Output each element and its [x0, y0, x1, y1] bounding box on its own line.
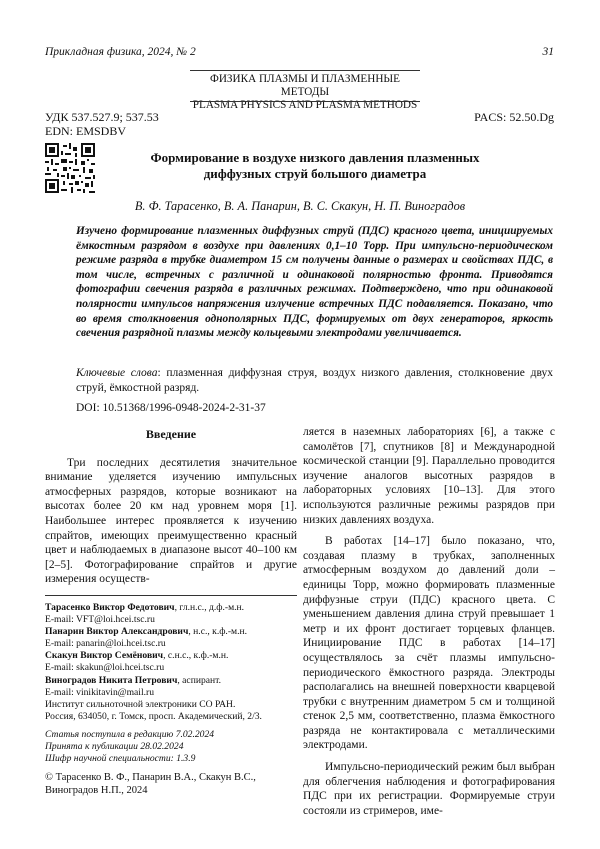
- section-rule-bottom: [190, 101, 420, 102]
- keywords-text: : плазменная диффузная струя, воздух низкого давления, столкновение двух струй, ёмкостной разряд.: [76, 367, 553, 394]
- page-number: 31: [543, 46, 555, 58]
- intro-heading: Введение: [45, 427, 297, 442]
- section-heading: [190, 73, 420, 112]
- section-rule-top: [190, 70, 420, 71]
- right-column: [303, 425, 555, 818]
- qr-code-icon: [45, 143, 95, 193]
- keywords: [76, 366, 553, 395]
- author-email: E-mail: VFT@loi.hcei.tsc.ru: [45, 614, 305, 626]
- author-affiliation: Виноградов Никита Петрович, аспирант.: [45, 675, 305, 687]
- received-date: Статья поступила в редакцию 7.02.2024: [45, 729, 305, 741]
- address: Россия, 634050, г. Томск, просп. Академический, 2/3.: [45, 711, 305, 723]
- left-paragraph: Три последних десятилетия значительное внимание уделяется изучению импульсных атмосферных разрядов, которые возникают на высотах более 20 км над уровнем моря [1]. Наибольшее интерес проявляется к изучению спрайтов, имеющих преимущественно красный цвет и наблюдаемых в диапазоне высот 40–100 км [2–5]. Фотографирование спрайтов и другие измерения осуществ-: [45, 456, 297, 587]
- authors: В. Ф. Тарасенко, В. А. Панарин, В. С. Скакун, Н. П. Виноградов: [45, 199, 555, 214]
- udc-block: [45, 110, 159, 138]
- right-paragraph-1: ляется в наземных лабораториях [6], а также с самолётов [7], спутников [8] и Международной космической станции [9]. Параллельно проводится изучение аналогов высотных разрядов в лабораторных условиях [10–13]. Для этого используются различные режимы разрядов при низких давлениях воздуха.: [303, 425, 555, 527]
- institute: Институт сильноточной электроники СО РАН.: [45, 699, 305, 711]
- abstract: Изучено формирование плазменных диффузных струй (ПДС) красного цвета, инициируемых ёмкостным разрядом в воздухе при давлениях 0,1–10 Торр. При импульсно-периодическом режиме разряда в трубке диаметром 15 см получены данные о размерах и свойствах ПДС, в том числе, встречных с различной и одинаковой полярностью фронта. Приводятся фотографии свечения разряда в различных режимах. Подтверждено, что при одинаковой полярности импульсов напряжения излучение встречных ПДС подавляется. Показано, что во время столкновения однополярных ПДС, формируемых от двух генераторов, яркость свечения разрядной плазмы между кольцевыми электродами увеличивается.: [76, 224, 553, 341]
- article-title-line-2: диффузных струй большого диаметра: [115, 166, 515, 182]
- keywords-label: Ключевые слова: [76, 367, 157, 379]
- doi: DOI: 10.51368/1996-0948-2024-2-31-37: [76, 402, 266, 414]
- section-heading-ru: ФИЗИКА ПЛАЗМЫ И ПЛАЗМЕННЫЕ МЕТОДЫ: [190, 73, 420, 99]
- left-column: [45, 427, 297, 587]
- author-affiliation: Скакун Виктор Семёнович, с.н.с., к.ф.-м.н.: [45, 650, 305, 662]
- journal-header: Прикладная физика, 2024, № 2: [45, 46, 196, 58]
- author-affiliation: Панарин Виктор Александрович, н.с., к.ф.-м.н.: [45, 626, 305, 638]
- affiliations: [45, 602, 305, 797]
- article-title: [115, 150, 515, 182]
- pacs-code: PACS: 52.50.Dg: [474, 110, 554, 125]
- right-paragraph-3: Импульсно-периодический режим был выбран для облегчения наблюдения и фотографирования ПДС при их регистрации. Формируемые струи состояли из стримеров, име-: [303, 760, 555, 818]
- right-paragraph-2: В работах [14–17] было показано, что, создавая плазму в трубках, заполненных атмосферным воздухом до давлений доли – единицы Торр, можно формировать плазменные диффузные струи (ПДС) красного цвета. С уменьшением давления длина струй превышает 1 метр и их фронт достигает торцевых фланцев. Инициирование ПДС в работах [14–17] осуществлялось за счёт плазмы импульсно-периодического ёмкостного разряда. Электроды располагались на внешней поверхности кварцевой трубки с внутренним диаметром 5 см и толщиной стенок 2,5 мм, соответственно, плазма ёмкостного разряда не контактировала с металлическими электродами.: [303, 534, 555, 753]
- udc-code: УДК 537.527.9; 537.53: [45, 110, 159, 124]
- author-affiliation: Тарасенко Виктор Федотович, гл.н.с., д.ф.-м.н.: [45, 602, 305, 614]
- specialty-code: Шифр научной специальности: 1.3.9: [45, 753, 305, 765]
- accepted-date: Принята к публикации 28.02.2024: [45, 741, 305, 753]
- article-title-line-1: Формирование в воздухе низкого давления плазменных: [115, 150, 515, 166]
- edn-code: EDN: EMSDBV: [45, 124, 159, 138]
- section-heading-en: PLASMA PHYSICS AND PLASMA METHODS: [190, 99, 420, 112]
- copyright: © Тарасенко В. Ф., Панарин В.А., Скакун В.С., Виноградов Н.П., 2024: [45, 771, 305, 797]
- author-email: E-mail: vinikitavin@mail.ru: [45, 687, 305, 699]
- author-email: E-mail: skakun@loi.hcei.tsc.ru: [45, 662, 305, 674]
- author-email: E-mail: panarin@loi.hcei.tsc.ru: [45, 638, 305, 650]
- footnote-rule: [45, 595, 297, 596]
